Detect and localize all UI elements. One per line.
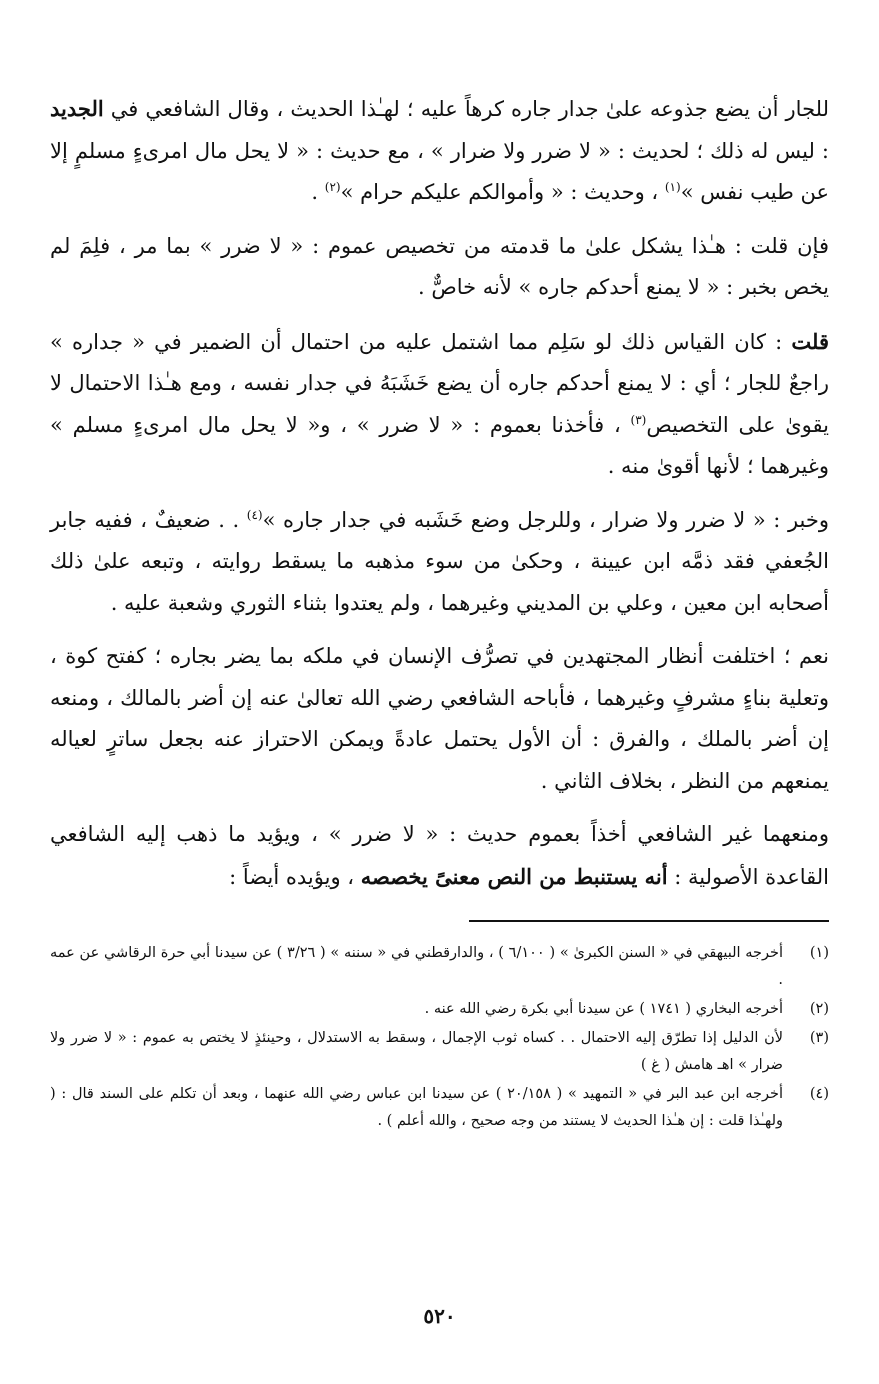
p1-text-a: للجار أن يضع جذوعه علىٰ جدار جاره كرهاً عليه ؛ لهـٰذا الحديث ، وقال الشافعي في [103,97,829,121]
paragraph-5: نعم ؛ اختلفت أنظار المجتهدين في تصرُّف الإنسان في ملكه بما يضر بجاره ؛ كفتح كوة ، وتعلية بناءٍ مشرفٍ وغيرهما ، فأباحه الشافعي رضي الله تعالىٰ عنه إن أضر بالمالك ، ومنعه إن أضر بالملك ، والفرق : أن الأول يحتمل عادةً ويمكن الاحتراز عنه بجعل ساترٍ لعياله يمنعهم من النظر ، بخلاف الثاني . [50,644,829,793]
footnote-2 [50,996,829,1023]
paragraph-2: فإن قلت : هـٰذا يشكل علىٰ ما قدمته من تخصيص عموم : « لا ضرر » بما مر ، فلِمَ لم يخص بخبر : « لا يمنع أحدكم جاره » لأنه خاصٌّ . [50,233,829,299]
p1-text-b: : ليس له ذلك ؛ لحديث : « لا ضرر ولا ضرار » ، مع حديث : « لا يحل مال امرىءٍ مسلمٍ إلا عن طيب نفس » [50,138,829,204]
footnote-text: أخرجه ابن عبد البر في « التمهيد » ( ٢٠/١٥٨ ) عن سيدنا ابن عباس رضي الله عنهما ، وبعد أن تكلم على السند قال : ( ولهـٰذا قلت : إن هـٰذا الحديث لا يستند من وجه صحيح ، والله أعلم ) . [50,1086,783,1129]
paragraph-6 [50,814,829,898]
p6-keyword: أنه يستنبط من النص معنىً يخصصه [360,863,668,889]
footnote-number: (٢) [809,1001,829,1017]
footnote-text: لأن الدليل إذا تطرّق إليه الاحتمال . . كساه ثوب الإجمال ، وسقط به الاستدلال ، وحينئذٍ لا يختص به عموم : « لا ضرر ولا ضرار » اهـ هامش ( غ ) [50,1030,783,1073]
page-number: ٥٢٠ [423,1304,456,1328]
p4-text-a: وخبر : « لا ضرر ولا ضرار ، وللرجل وضع خَشَبه في جدار جاره » [262,507,829,532]
p1-keyword: الجديد [50,96,104,121]
footnote-text: أخرجه البيهقي في « السنن الكبرىٰ » ( ٦/١٠٠ ) ، والدارقطني في « سننه » ( ٣/٢٦ ) عن سيدنا أبي حرة الرقاشي عن عمه . [50,945,783,988]
p6-text-a: ومنعهما غير الشافعي أخذاً بعموم حديث : « لا ضرر » ، ويؤيد ما ذهب إليه الشافعي القاعدة الأصولية : [50,822,829,889]
footnote-number: (١) [809,945,829,961]
footnotes [50,940,829,1135]
main-text [50,88,829,898]
footnote-ref-3: (٣) [630,412,647,427]
footnote-ref-4: (٤) [246,507,263,522]
p3-keyword: قلت [791,328,829,354]
paragraph-4 [50,500,829,625]
footnote-text: أخرجه البخاري ( ١٧٤١ ) عن سيدنا أبي بكرة رضي الله عنه . [424,1001,783,1017]
paragraph-1 [50,88,829,214]
p3-text-b: ، فأخذنا بعموم : « لا ضرر » ، و« لا يحل مال امرىءٍ مسلم » وغيرهما ؛ لأنها أقوىٰ منه . [50,412,829,478]
p4-text-b: . . ضعيفٌ ، ففيه جابر الجُعفي فقد ذمَّه ابن عيينة ، وحكىٰ من سوء مذهبه ما يسقط روايته ، وتبعه علىٰ ذلك أصحابه ابن معين ، وعلي بن المديني وغيرهما ، ولم يعتدوا بثناء الثوري وشعبة عليه . [50,507,829,615]
footnote-ref-1: (١) [664,180,681,194]
p1-text-d: . [311,180,325,204]
paragraph-3 [50,321,829,488]
footnote-separator [469,920,829,922]
footnote-3 [50,1025,829,1079]
p3-text-a: : كان القياس ذلك لو سَلِم مما اشتمل عليه من احتمال أن الضمير في « جداره » راجعٌ للجار ؛ أي : لا يمنع أحدكم جاره أن يضع خَشَبَهُ في جدار نفسه ، ومع هـٰذا الاحتمال لا يقوىٰ على التخصيص [50,329,829,437]
footnote-number: (٤) [809,1086,829,1102]
footnote-1 [50,940,829,994]
p1-text-c: ، وحديث : « وأموالكم عليكم حرام » [340,180,665,204]
p6-text-b: ، ويؤيده أيضاً : [229,864,361,889]
footnote-ref-2: (٢) [324,180,341,194]
footnote-number: (٣) [809,1030,829,1046]
footnote-4 [50,1081,829,1135]
